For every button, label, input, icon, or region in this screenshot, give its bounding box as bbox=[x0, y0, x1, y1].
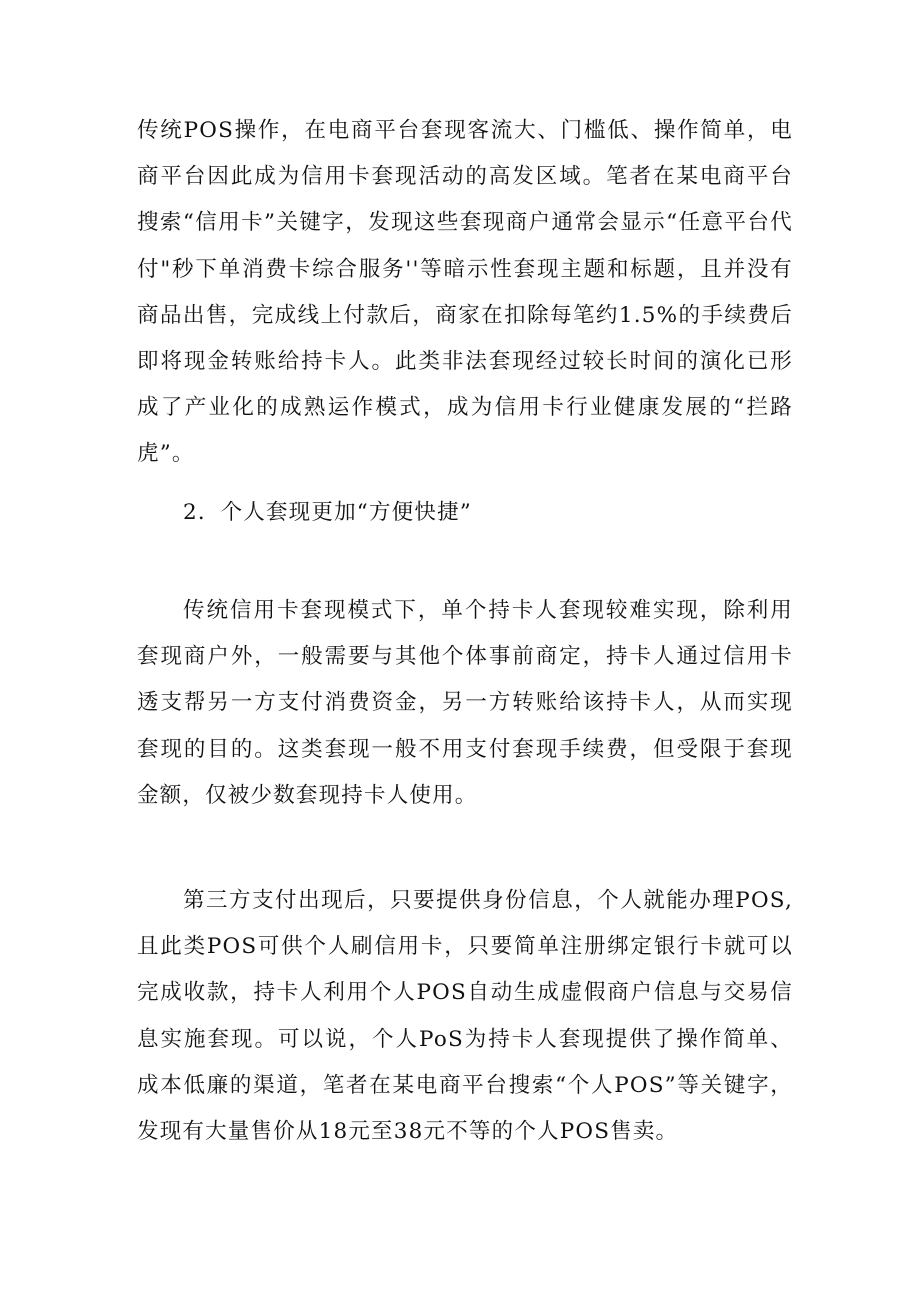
paragraph-ecommerce-cashout: 传统POS操作，在电商平台套现客流大、门槛低、操作简单，电商平台因此成为信用卡套现活动的高发区域。笔者在某电商平台搜索“信用卡”关键字，发现这些套现商户通常会显示“任意平台代付"秒下单消费卡综合服务''等暗示性套现主题和标题，且并没有商品出售，完成线上付款后，商家在扣除每笔约1.5%的手续费后即将现金转账给持卡人。此类非法套现经过较长时间的演化已形成了产业化的成熟运作模式，成为信用卡行业健康发展的“拦路虎”。 bbox=[137, 118, 793, 467]
paragraph-third-party-pos: 第三方支付出现后，只要提供身份信息，个人就能办理POS,且此类POS可供个人刷信用卡，只要简单注册绑定银行卡就可以完成收款，持卡人利用个人POS自动生成虚假商户信息与交易信息实施套现。可以说，个人PoS为持卡人套现提供了操作简单、成本低廉的渠道，笔者在某电商平台搜索“个人POS”等关键字，发现有大量售价从18元至38元不等的个人POS售卖。 bbox=[137, 888, 793, 1145]
paragraph-traditional-cashout: 传统信用卡套现模式下，单个持卡人套现较难实现，除利用套现商户外，一般需要与其他个体事前商定，持卡人通过信用卡透支帮另一方支付消费资金，另一方转账给该持卡人，从而实现套现的目的。这类套现一般不用支付套现手续费，但受限于套现金额，仅被少数套现持卡人使用。 bbox=[137, 598, 793, 808]
section-heading-personal-cashout: 2．个人套现更加“方便快捷” bbox=[183, 500, 472, 525]
